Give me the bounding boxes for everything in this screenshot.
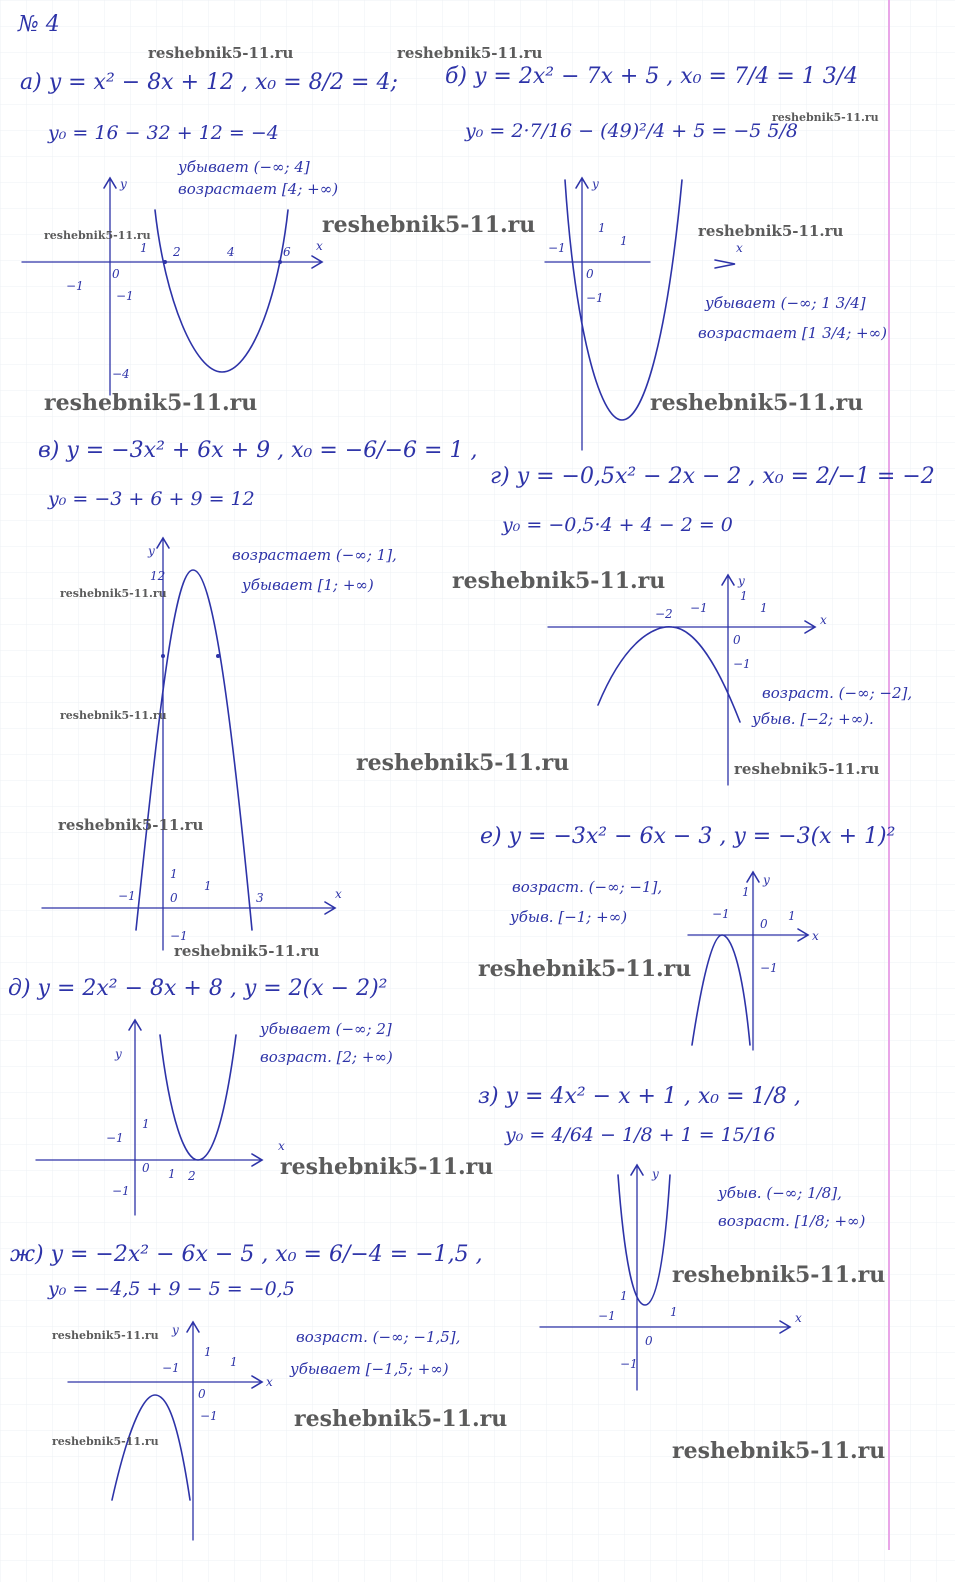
svg-text:−1: −1 [112,1184,130,1198]
graph-d [36,1020,285,1215]
g-decreasing: убыв. [−2; +∞). [752,710,874,728]
watermark: reshebnik5-11.ru [148,44,294,62]
e-increasing: возраст. (−∞; −1], [512,878,663,896]
svg-text:y: y [738,574,745,588]
g-equation: г) y = −0,5x² − 2x − 2 , x₀ = 2/−1 = −2 [490,464,935,489]
svg-text:1: 1 [620,1289,628,1303]
svg-text:1: 1 [170,867,178,881]
svg-text:1: 1 [760,601,768,615]
watermark: reshebnik5-11.ru [397,44,543,62]
svg-text:x: x [795,1311,802,1325]
z-decreasing: убыв. (−∞; 1/8], [718,1184,842,1202]
svg-text:0: 0 [142,1161,150,1175]
svg-text:−1: −1 [712,907,730,921]
svg-text:2: 2 [173,245,181,259]
svg-text:1: 1 [204,1345,212,1359]
svg-text:x: x [812,929,819,943]
zh-increasing: возраст. (−∞; −1,5], [296,1328,461,1346]
watermark: reshebnik5-11.ru [44,229,151,242]
watermark: reshebnik5-11.ru [60,709,167,722]
problem-number: № 4 [18,12,60,37]
svg-text:x: x [316,239,323,253]
watermark: reshebnik5-11.ru [452,568,666,594]
svg-text:12: 12 [150,569,166,583]
b-vertex-y: y₀ = 2·7/16 − (49)²/4 + 5 = −5 5/8 [465,120,798,142]
svg-text:−1: −1 [690,601,708,615]
svg-text:−1: −1 [620,1357,638,1371]
svg-text:0: 0 [112,267,120,281]
v-equation: в) y = −3x² + 6x + 9 , x₀ = −6/−6 = 1 , [38,438,478,463]
svg-text:1: 1 [742,885,750,899]
watermark: reshebnik5-11.ru [650,390,864,416]
svg-text:−1: −1 [66,279,84,293]
svg-text:1: 1 [620,234,628,248]
z-equation: з) y = 4x² − x + 1 , x₀ = 1/8 , [478,1084,801,1109]
watermark: reshebnik5-11.ru [280,1154,494,1180]
watermark: reshebnik5-11.ru [52,1435,159,1448]
graph-a [22,177,323,395]
a-vertex-y: y₀ = 16 − 32 + 12 = −4 [48,122,279,144]
watermark: reshebnik5-11.ru [672,1438,886,1464]
svg-text:1: 1 [670,1305,678,1319]
watermark: reshebnik5-11.ru [698,222,844,240]
svg-text:x: x [266,1375,273,1389]
e-equation: е) y = −3x² − 6x − 3 , y = −3(x + 1)² [480,824,896,849]
svg-text:1: 1 [168,1167,176,1181]
svg-text:−4: −4 [112,367,130,381]
a-increasing: возрастает [4; +∞) [178,180,339,198]
watermark: reshebnik5-11.ru [44,390,258,416]
svg-text:−2: −2 [655,607,673,621]
svg-text:−1: −1 [162,1361,180,1375]
g-vertex-y: y₀ = −0,5·4 + 4 − 2 = 0 [502,514,733,536]
d-decreasing: убывает (−∞; 2] [260,1020,392,1038]
svg-text:1: 1 [740,589,748,603]
svg-text:1: 1 [230,1355,238,1369]
svg-text:−1: −1 [598,1309,616,1323]
watermark: reshebnik5-11.ru [52,1329,159,1342]
zh-equation: ж) y = −2x² − 6x − 5 , x₀ = 6/−4 = −1,5 , [10,1242,483,1267]
svg-text:−1: −1 [760,961,778,975]
svg-text:x: x [736,241,743,255]
svg-text:−1: −1 [733,657,751,671]
a-equation: а) y = x² − 8x + 12 , x₀ = 8/2 = 4; [20,70,398,95]
d-increasing: возраст. [2; +∞) [260,1048,393,1066]
svg-text:1: 1 [204,879,212,893]
watermark: reshebnik5-11.ru [478,956,692,982]
svg-text:0: 0 [170,891,178,905]
svg-text:y: y [120,177,127,191]
svg-text:x: x [278,1139,285,1153]
z-vertex-y: y₀ = 4/64 − 1/8 + 1 = 15/16 [505,1124,776,1146]
svg-text:y: y [652,1167,659,1181]
watermark: reshebnik5-11.ru [356,750,570,776]
v-vertex-y: y₀ = −3 + 6 + 9 = 12 [48,488,255,510]
watermark: reshebnik5-11.ru [60,587,167,600]
b-increasing: возрастает [1 3/4; +∞) [698,324,887,342]
v-increasing: возрастает (−∞; 1], [232,546,397,564]
svg-text:y: y [148,544,155,558]
watermark: reshebnik5-11.ru [294,1406,508,1432]
svg-text:y: y [172,1323,179,1337]
b-decreasing: убывает (−∞; 1 3/4] [705,294,866,312]
svg-text:−1: −1 [170,929,188,943]
svg-text:y: y [763,873,770,887]
watermark: reshebnik5-11.ru [322,212,536,238]
svg-text:x: x [335,887,342,901]
graph-e [688,872,819,1050]
graph-zh [68,1322,273,1540]
svg-text:−1: −1 [200,1409,218,1423]
svg-text:4: 4 [227,245,235,259]
svg-text:y: y [115,1047,122,1061]
watermark: reshebnik5-11.ru [174,942,320,960]
svg-text:−1: −1 [548,241,566,255]
svg-text:1: 1 [142,1117,150,1131]
watermark: reshebnik5-11.ru [772,111,879,124]
watermark: reshebnik5-11.ru [734,760,880,778]
z-increasing: возраст. [1/8; +∞) [718,1212,866,1230]
svg-text:−1: −1 [118,889,136,903]
zh-decreasing: убывает [−1,5; +∞) [290,1360,449,1378]
svg-text:1: 1 [598,221,606,235]
svg-text:1: 1 [140,241,148,255]
svg-text:0: 0 [586,267,594,281]
svg-text:1: 1 [788,909,796,923]
svg-text:−1: −1 [116,289,134,303]
zh-vertex-y: y₀ = −4,5 + 9 − 5 = −0,5 [48,1278,295,1300]
e-decreasing: убыв. [−1; +∞) [510,908,628,926]
watermark: reshebnik5-11.ru [58,816,204,834]
svg-text:3: 3 [256,891,264,905]
graph-g [548,574,827,785]
svg-text:x: x [820,613,827,627]
svg-text:0: 0 [733,633,741,647]
a-decreasing: убывает (−∞; 4] [178,158,310,176]
watermark: reshebnik5-11.ru [672,1262,886,1288]
svg-text:0: 0 [645,1334,653,1348]
svg-text:6: 6 [283,245,291,259]
svg-text:0: 0 [760,917,768,931]
svg-text:−1: −1 [106,1131,124,1145]
svg-text:y: y [592,177,599,191]
svg-text:−1: −1 [586,291,604,305]
svg-text:0: 0 [198,1387,206,1401]
v-decreasing: убывает [1; +∞) [242,576,374,594]
d-equation: д) y = 2x² − 8x + 8 , y = 2(x − 2)² [8,976,388,1001]
b-equation: б) y = 2x² − 7x + 5 , x₀ = 7/4 = 1 3/4 [445,64,859,89]
g-increasing: возраст. (−∞; −2], [762,684,913,702]
svg-text:2: 2 [188,1169,196,1183]
